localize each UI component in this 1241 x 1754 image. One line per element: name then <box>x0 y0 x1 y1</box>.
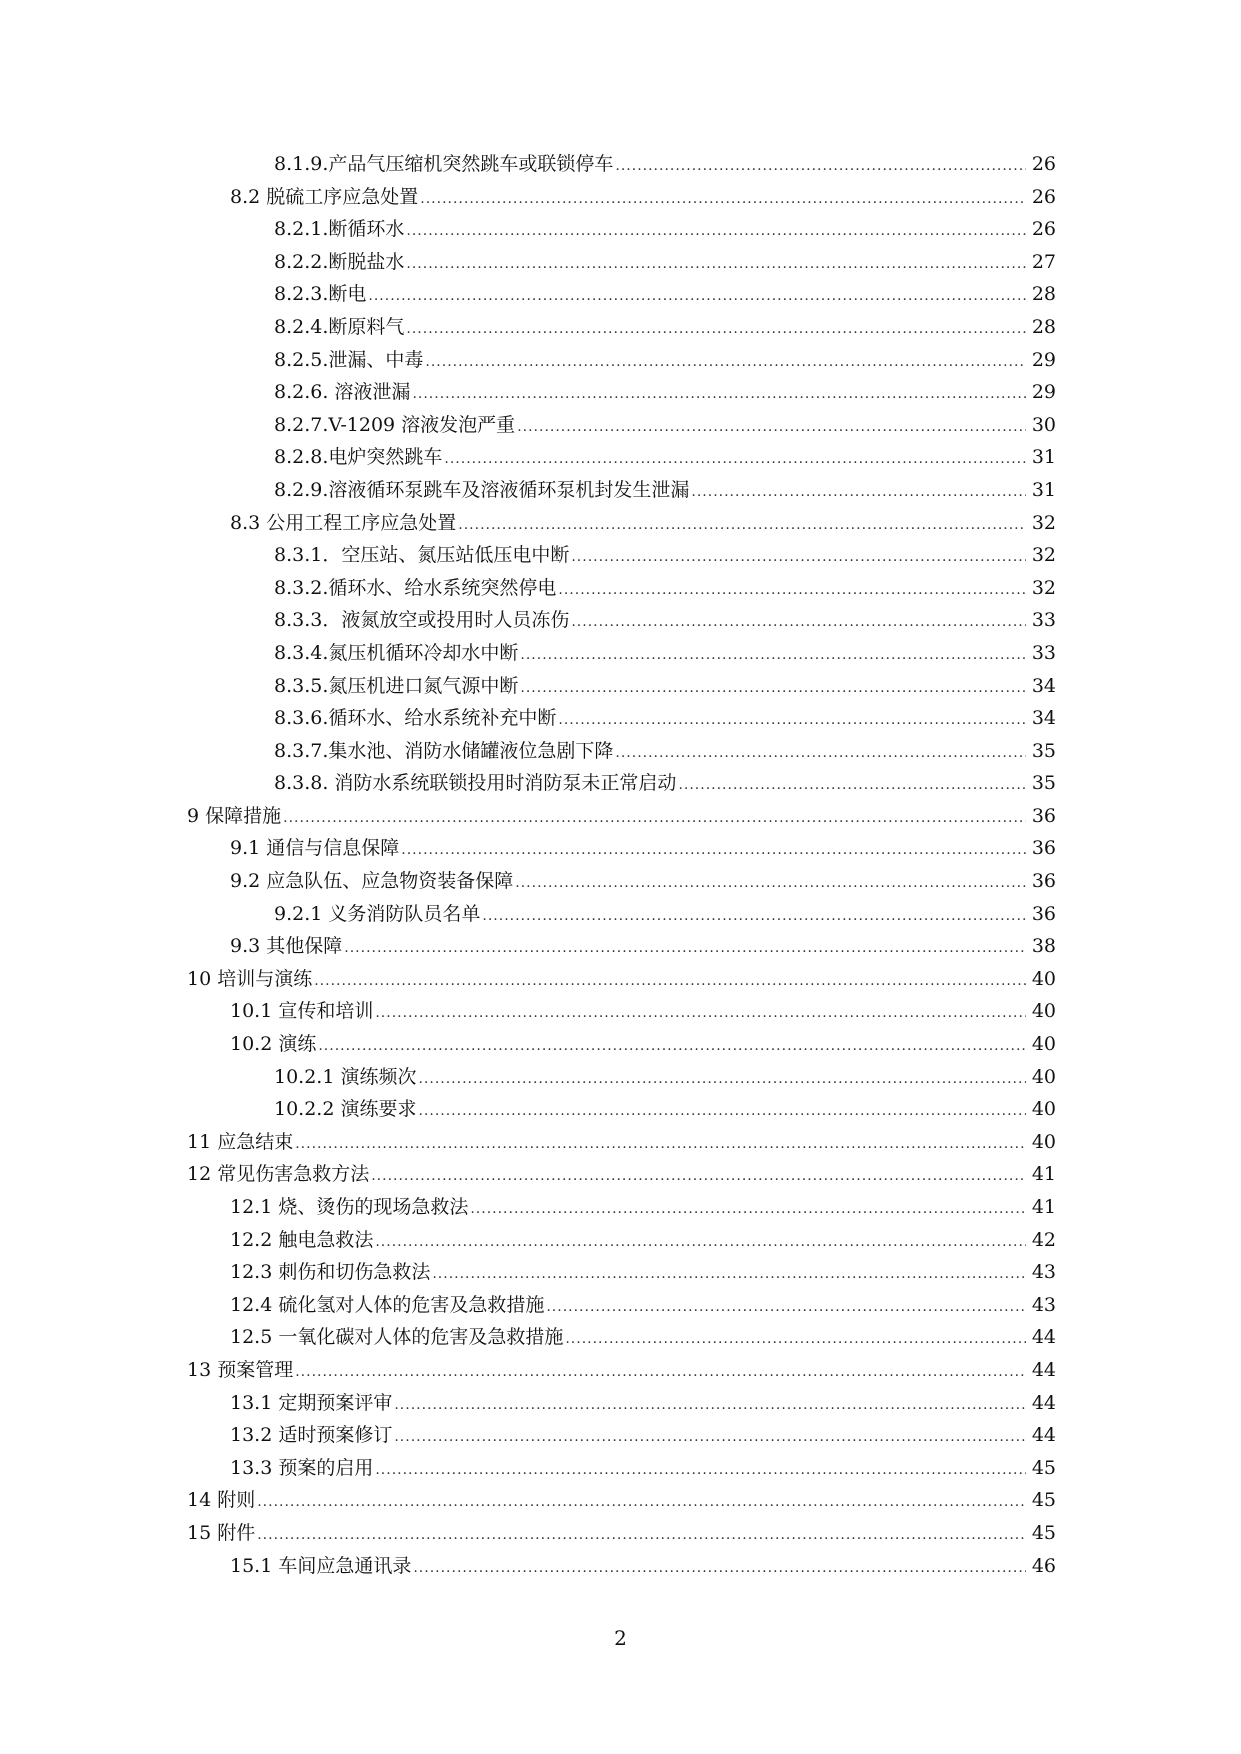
toc-entry-title: 8.2.3.断电 <box>274 283 367 306</box>
toc-entry[interactable] <box>0 800 1241 833</box>
toc-dot-leader <box>418 1095 1026 1128</box>
toc-entry[interactable] <box>0 1191 1241 1224</box>
toc-dot-leader <box>375 1226 1026 1259</box>
toc-dot-leader <box>406 248 1026 281</box>
toc-dot-leader <box>295 1356 1026 1389</box>
toc-entry-page: 45 <box>1031 1521 1056 1544</box>
toc-dot-leader <box>432 1258 1026 1291</box>
toc-entry[interactable] <box>0 1158 1241 1191</box>
toc-entry[interactable] <box>0 148 1241 181</box>
toc-entry-title: 10.1 宣传和培训 <box>230 1000 374 1023</box>
toc-dot-leader <box>520 639 1026 672</box>
toc-entry-page: 44 <box>1031 1326 1056 1349</box>
toc-entry[interactable] <box>0 637 1241 670</box>
toc-entry-title: 8.2.9.溶液循环泵跳车及溶液循环泵机封发生泄漏 <box>274 478 690 501</box>
toc-dot-leader <box>615 150 1026 183</box>
toc-entry-page: 41 <box>1031 1163 1056 1186</box>
toc-dot-leader <box>257 1486 1026 1519</box>
toc-entry-page: 31 <box>1031 478 1056 501</box>
toc-entry-page: 35 <box>1031 739 1056 762</box>
toc-dot-leader <box>375 997 1026 1030</box>
toc-dot-leader <box>558 574 1026 607</box>
toc-entry-page: 34 <box>1031 707 1056 730</box>
toc-entry-title: 8.2.5.泄漏、中毒 <box>274 348 424 371</box>
toc-dot-leader <box>257 1519 1026 1552</box>
toc-entry-title: 8.1.9.产品气压缩机突然跳车或联锁停车 <box>274 153 614 175</box>
page-number: 2 <box>614 1626 627 1650</box>
toc-entry-title: 8.3.4.氮压机循环冷却水中断 <box>274 641 519 664</box>
toc-entry[interactable] <box>0 1517 1241 1550</box>
toc-entry-page: 32 <box>1031 576 1056 599</box>
toc-entry-title: 13 预案管理 <box>187 1358 294 1381</box>
table-of-contents <box>0 148 1241 1582</box>
toc-entry[interactable] <box>0 1484 1241 1517</box>
toc-entry[interactable] <box>0 767 1241 800</box>
toc-entry-title: 14 附则 <box>187 1489 256 1512</box>
toc-entry-title: 8.2 脱硫工序应急处置 <box>230 185 419 208</box>
toc-entry-page: 38 <box>1031 935 1056 958</box>
toc-entry-title: 11 应急结束 <box>187 1130 294 1153</box>
toc-entry-page: 28 <box>1031 283 1056 306</box>
toc-entry[interactable] <box>0 898 1241 931</box>
toc-entry[interactable] <box>0 1452 1241 1485</box>
toc-entry-title: 8.3 公用工程工序应急处置 <box>230 511 457 534</box>
toc-entry-page: 35 <box>1031 772 1056 795</box>
toc-entry[interactable] <box>0 213 1241 246</box>
toc-entry-title: 8.3.3．液氮放空或投用时人员冻伤 <box>274 609 570 632</box>
toc-entry-page: 33 <box>1031 641 1056 664</box>
toc-entry-title: 15 附件 <box>187 1521 256 1544</box>
toc-entry-title: 12.1 烧、烫伤的现场急救法 <box>230 1196 469 1218</box>
toc-entry[interactable] <box>0 1093 1241 1126</box>
toc-entry[interactable] <box>0 832 1241 865</box>
toc-dot-leader <box>412 378 1026 411</box>
toc-entry[interactable] <box>0 963 1241 996</box>
toc-entry-title: 12.5 一氧化碳对人体的危害及急救措施 <box>230 1326 564 1349</box>
toc-entry[interactable] <box>0 278 1241 311</box>
toc-entry[interactable] <box>0 1028 1241 1061</box>
toc-entry-page: 44 <box>1031 1424 1056 1447</box>
toc-dot-leader <box>394 1421 1026 1454</box>
toc-dot-leader <box>401 834 1026 867</box>
toc-dot-leader <box>517 411 1026 444</box>
toc-entry-page: 43 <box>1031 1293 1056 1316</box>
toc-dot-leader <box>314 965 1026 998</box>
toc-entry-title: 8.2.2.断脱盐水 <box>274 250 405 273</box>
toc-entry[interactable] <box>0 930 1241 963</box>
toc-entry-title: 8.3.2.循环水、给水系统突然停电 <box>274 576 557 599</box>
toc-entry-page: 32 <box>1031 544 1056 567</box>
toc-entry-page: 43 <box>1031 1261 1056 1284</box>
toc-entry-page: 40 <box>1031 1000 1056 1023</box>
toc-dot-leader <box>571 541 1026 574</box>
toc-dot-leader <box>470 1193 1026 1226</box>
toc-dot-leader <box>565 1323 1026 1356</box>
toc-entry-page: 26 <box>1031 185 1056 208</box>
toc-dot-leader <box>368 280 1026 313</box>
toc-entry-title: 8.3.1．空压站、氮压站低压电中断 <box>274 544 570 567</box>
toc-entry[interactable] <box>0 1289 1241 1322</box>
toc-entry-page: 34 <box>1031 674 1056 697</box>
toc-entry-page: 40 <box>1031 1033 1056 1056</box>
toc-entry-title: 12 常见伤害急救方法 <box>187 1163 370 1186</box>
toc-entry[interactable] <box>0 572 1241 605</box>
toc-entry-page: 26 <box>1031 218 1056 241</box>
toc-entry-page: 26 <box>1031 153 1056 175</box>
toc-dot-leader <box>571 606 1026 639</box>
toc-entry-page: 40 <box>1031 1098 1056 1121</box>
toc-entry-title: 8.2.7.V-1209 溶液发泡严重 <box>274 413 516 436</box>
toc-dot-leader <box>375 1454 1026 1487</box>
toc-entry-title: 8.3.6.循环水、给水系统补充中断 <box>274 707 557 730</box>
toc-entry-title: 9.1 通信与信息保障 <box>230 837 400 860</box>
toc-entry[interactable] <box>0 507 1241 540</box>
toc-entry[interactable] <box>0 995 1241 1028</box>
toc-dot-leader <box>458 509 1026 542</box>
toc-dot-leader <box>615 737 1026 770</box>
toc-entry[interactable] <box>0 735 1241 768</box>
toc-dot-leader <box>558 704 1026 737</box>
toc-dot-leader <box>425 346 1026 379</box>
toc-entry-title: 10.2.2 演练要求 <box>274 1098 417 1121</box>
toc-entry-title: 8.2.4.断原料气 <box>274 315 405 338</box>
toc-dot-leader <box>344 932 1026 965</box>
toc-entry-title: 8.2.8.电炉突然跳车 <box>274 446 443 469</box>
toc-entry[interactable] <box>0 1061 1241 1094</box>
toc-entry-page: 40 <box>1031 967 1056 990</box>
toc-entry[interactable] <box>0 670 1241 703</box>
toc-entry-page: 27 <box>1031 250 1056 273</box>
toc-entry-title: 13.3 预案的启用 <box>230 1456 374 1479</box>
toc-entry-page: 33 <box>1031 609 1056 632</box>
toc-entry-title: 8.3.5.氮压机进口氮气源中断 <box>274 674 519 697</box>
toc-dot-leader <box>546 1291 1026 1324</box>
toc-entry[interactable] <box>0 344 1241 377</box>
toc-entry-title: 13.1 定期预案评审 <box>230 1391 393 1414</box>
toc-dot-leader <box>406 215 1026 248</box>
toc-entry-page: 41 <box>1031 1196 1056 1218</box>
toc-entry-page: 46 <box>1031 1554 1056 1577</box>
toc-entry-title: 10.2 演练 <box>230 1033 317 1056</box>
toc-dot-leader <box>371 1160 1026 1193</box>
toc-entry[interactable] <box>0 539 1241 572</box>
toc-dot-leader <box>420 183 1026 216</box>
toc-entry-title: 12.2 触电急救法 <box>230 1228 374 1251</box>
toc-entry-title: 9.2.1 义务消防队员名单 <box>274 902 481 925</box>
toc-dot-leader <box>283 802 1026 835</box>
toc-entry-title: 9.2 应急队伍、应急物资装备保障 <box>230 870 514 893</box>
toc-entry-title: 12.4 硫化氢对人体的危害及急救措施 <box>230 1293 545 1316</box>
toc-entry-title: 8.3.8. 消防水系统联锁投用时消防泵未正常启动 <box>274 772 677 795</box>
toc-entry-title: 10.2.1 演练频次 <box>274 1065 417 1088</box>
toc-entry-page: 36 <box>1031 870 1056 893</box>
toc-dot-leader <box>678 769 1026 802</box>
toc-entry-title: 8.2.1.断循环水 <box>274 218 405 241</box>
toc-entry[interactable] <box>0 1354 1241 1387</box>
toc-entry[interactable] <box>0 1256 1241 1289</box>
toc-entry-page: 30 <box>1031 413 1056 436</box>
toc-dot-leader <box>515 867 1026 900</box>
toc-entry-page: 40 <box>1031 1130 1056 1153</box>
toc-entry-page: 36 <box>1031 837 1056 860</box>
toc-entry[interactable] <box>0 376 1241 409</box>
toc-entry-title: 15.1 车间应急通讯录 <box>230 1554 412 1577</box>
toc-entry-page: 36 <box>1031 902 1056 925</box>
toc-entry-page: 44 <box>1031 1358 1056 1381</box>
toc-entry[interactable] <box>0 1387 1241 1420</box>
toc-entry[interactable] <box>0 1126 1241 1159</box>
toc-dot-leader <box>418 1063 1026 1096</box>
toc-entry-title: 8.2.6. 溶液泄漏 <box>274 381 411 404</box>
toc-entry-page: 40 <box>1031 1065 1056 1088</box>
toc-entry-page: 42 <box>1031 1228 1056 1251</box>
toc-entry[interactable] <box>0 1224 1241 1257</box>
toc-entry-page: 29 <box>1031 348 1056 371</box>
toc-entry-page: 36 <box>1031 804 1056 827</box>
toc-entry[interactable] <box>0 181 1241 214</box>
toc-entry-page: 44 <box>1031 1391 1056 1414</box>
toc-dot-leader <box>406 313 1026 346</box>
toc-dot-leader <box>295 1128 1026 1161</box>
toc-dot-leader <box>444 443 1026 476</box>
toc-entry[interactable] <box>0 702 1241 735</box>
toc-entry[interactable] <box>0 604 1241 637</box>
toc-entry[interactable] <box>0 1321 1241 1354</box>
toc-entry-page: 31 <box>1031 446 1056 469</box>
toc-entry[interactable] <box>0 474 1241 507</box>
toc-entry-page: 32 <box>1031 511 1056 534</box>
toc-entry[interactable] <box>0 246 1241 279</box>
toc-dot-leader <box>318 1030 1026 1063</box>
toc-entry-title: 13.2 适时预案修订 <box>230 1424 393 1447</box>
toc-dot-leader <box>520 672 1026 705</box>
toc-entry-title: 9 保障措施 <box>187 804 282 827</box>
toc-entry[interactable] <box>0 409 1241 442</box>
toc-dot-leader <box>482 900 1026 933</box>
toc-entry[interactable] <box>0 1419 1241 1452</box>
toc-entry[interactable] <box>0 865 1241 898</box>
toc-entry-title: 8.3.7.集水池、消防水储罐液位急剧下降 <box>274 739 614 762</box>
toc-entry-page: 45 <box>1031 1489 1056 1512</box>
toc-entry-title: 9.3 其他保障 <box>230 935 343 958</box>
toc-entry[interactable] <box>0 1550 1241 1583</box>
toc-entry-title: 10 培训与演练 <box>187 967 313 990</box>
toc-entry-page: 45 <box>1031 1456 1056 1479</box>
toc-dot-leader <box>413 1552 1026 1585</box>
toc-entry-title: 12.3 刺伤和切伤急救法 <box>230 1261 431 1284</box>
toc-entry[interactable] <box>0 311 1241 344</box>
toc-entry-page: 28 <box>1031 315 1056 338</box>
toc-entry[interactable] <box>0 441 1241 474</box>
toc-dot-leader <box>394 1389 1026 1422</box>
toc-dot-leader <box>691 476 1026 509</box>
toc-entry-page: 29 <box>1031 381 1056 404</box>
